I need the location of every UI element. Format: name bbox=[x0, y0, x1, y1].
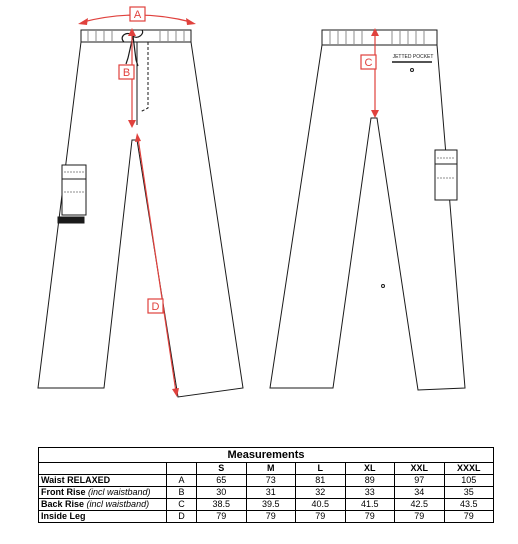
front-pocket-label-patch bbox=[58, 217, 84, 223]
measurements-table bbox=[38, 447, 494, 523]
row-note: (incl waistband) bbox=[86, 499, 150, 509]
table-cell: 42.5 bbox=[395, 499, 445, 511]
table-cell: 38.5 bbox=[197, 499, 247, 511]
table-cell: 35 bbox=[444, 487, 494, 499]
table-cell: 105 bbox=[444, 475, 494, 487]
table-title-row bbox=[39, 448, 494, 463]
size-header: XXXL bbox=[444, 463, 494, 475]
table-cell: 73 bbox=[246, 475, 296, 487]
row-label: Waist RELAXED bbox=[39, 475, 167, 487]
table-row bbox=[39, 475, 494, 487]
table-cell: 34 bbox=[395, 487, 445, 499]
row-label: Back Rise (incl waistband) bbox=[39, 499, 167, 511]
size-header: M bbox=[246, 463, 296, 475]
back-cargo-flap bbox=[435, 150, 457, 164]
table-cell: 81 bbox=[296, 475, 346, 487]
table-cell: 40.5 bbox=[296, 499, 346, 511]
marker-a-label: A bbox=[133, 9, 142, 21]
row-label: Inside Leg bbox=[39, 511, 167, 523]
back-view bbox=[270, 30, 465, 390]
size-header: XXL bbox=[395, 463, 445, 475]
back-leg-mark bbox=[382, 285, 385, 288]
row-code: A bbox=[167, 475, 197, 487]
back-pants-outline bbox=[270, 30, 465, 390]
table-cell: 89 bbox=[345, 475, 395, 487]
table-cell: 97 bbox=[395, 475, 445, 487]
row-note: (incl waistband) bbox=[88, 487, 151, 497]
table-cell: 79 bbox=[296, 511, 346, 523]
table-cell: 43.5 bbox=[444, 499, 494, 511]
marker-a-arrow-left bbox=[78, 18, 88, 25]
table-cell: 32 bbox=[296, 487, 346, 499]
marker-b-label: B bbox=[122, 67, 131, 79]
table-cell: 65 bbox=[197, 475, 247, 487]
marker-a-arrow-right bbox=[186, 18, 196, 25]
table-cell: 79 bbox=[444, 511, 494, 523]
table-row bbox=[39, 487, 494, 499]
front-view bbox=[38, 30, 243, 397]
row-code: D bbox=[167, 511, 197, 523]
table-cell: 39.5 bbox=[246, 499, 296, 511]
table-row bbox=[39, 499, 494, 511]
table-cell: 79 bbox=[197, 511, 247, 523]
marker-c-label: C bbox=[364, 57, 373, 69]
table-cell: 79 bbox=[395, 511, 445, 523]
size-header: XL bbox=[345, 463, 395, 475]
row-code: C bbox=[167, 499, 197, 511]
table-cell: 79 bbox=[246, 511, 296, 523]
table-title: Measurements bbox=[39, 448, 494, 463]
header-blank-code bbox=[167, 463, 197, 475]
table-cell: 30 bbox=[197, 487, 247, 499]
row-label: Front Rise (incl waistband) bbox=[39, 487, 167, 499]
header-blank-label bbox=[39, 463, 167, 475]
table-row bbox=[39, 511, 494, 523]
size-header: S bbox=[197, 463, 247, 475]
marker-d-label: D bbox=[151, 301, 160, 313]
table-header-row bbox=[39, 463, 494, 475]
back-pocket-label: JETTED POCKET bbox=[392, 54, 434, 60]
size-header: L bbox=[296, 463, 346, 475]
row-code: B bbox=[167, 487, 197, 499]
table-cell: 31 bbox=[246, 487, 296, 499]
table-cell: 33 bbox=[345, 487, 395, 499]
table-cell: 41.5 bbox=[345, 499, 395, 511]
table-cell: 79 bbox=[345, 511, 395, 523]
